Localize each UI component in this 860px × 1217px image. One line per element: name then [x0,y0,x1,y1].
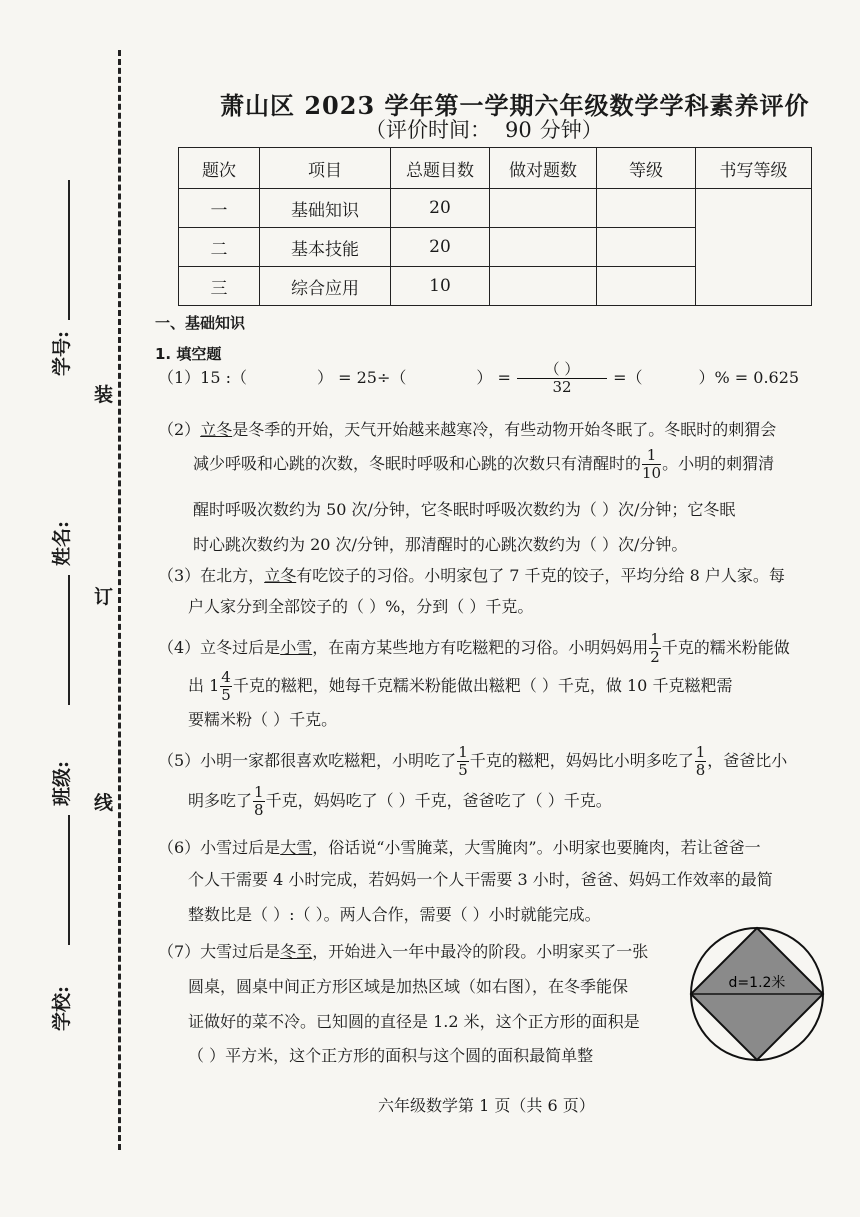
q4-text: 千克的糍粑，她每千克糯米粉能做出糍粑（ ）千克，做 10 千克糍粑需 [232,676,733,695]
field-class-line [68,815,70,945]
subtitle-prefix: （评价时间： [365,118,491,142]
score-cell: 基础知识 [260,189,391,228]
field-class-label: 班级: [51,760,74,807]
fraction-numerator: 1 [695,743,706,761]
q2-fraction [642,448,661,481]
fraction-denominator: 8 [695,761,706,779]
binding-char-ding: 订 [94,586,114,608]
subsection-title: 1. 填空题 [155,345,222,363]
q4-text: ，在南方某些地方有吃糍粑的习俗。小明妈妈用 [312,638,649,657]
score-cell-blank[interactable] [597,189,696,228]
field-student-id-line [68,180,70,320]
q2-term: 立冬 [200,420,233,439]
score-cell: 综合应用 [260,267,391,306]
q5-fraction [253,785,265,818]
fraction-denominator: 5 [458,761,468,779]
fraction-numerator: 1 [254,783,264,801]
binding-char-zhuang: 装 [94,384,114,406]
score-header-cell: 项目 [260,148,391,189]
q4-prefix: （4）立冬过后是 [158,638,281,657]
score-cell-blank[interactable] [490,189,597,228]
question-3-line-1 [158,566,785,587]
q2-text: 。小明的刺猬清 [662,454,775,473]
q1-part-a: （1）15 :（ [158,368,248,387]
q5-text: 千克，妈妈吃了（ ）千克，爸爸吃了（ ）千克。 [265,791,612,810]
score-cell-blank[interactable] [490,228,597,267]
score-cell-blank[interactable] [597,228,696,267]
q6-prefix: （6）小雪过后是 [158,838,281,857]
q1-part-b: ） = 25÷（ [317,368,407,387]
score-cell: 10 [391,267,490,306]
q4-fraction [649,632,661,665]
subtitle-minutes: 90 [505,118,532,142]
question-7-line-2: 圆桌，圆桌中间正方形区域是加热区域（如右图），在冬季能保 [188,977,629,996]
section-title: 一、基础知识 [155,314,246,332]
q2-text: 是冬季的开始，天气开始越来越寒冷，有些动物开始冬眠了。冬眠时的刺猬会 [232,420,777,439]
field-school-label: 学校: [51,985,74,1032]
q4-mixed-fraction [220,670,232,703]
score-header-cell: 等级 [597,148,696,189]
question-2-line-4: 时心跳次数约为 20 次/分钟，那清醒时的心跳次数约为（ ）次/分钟。 [193,535,688,554]
q3-text: 有吃饺子的习俗。小明家包了 7 千克的饺子，平均分给 8 户人家。每 [296,566,785,585]
question-6-line-1 [158,838,761,859]
fraction-numerator: 1 [650,630,660,648]
score-header-cell: 总题目数 [391,148,490,189]
q6-term: 大雪 [280,838,313,857]
q4-term: 小雪 [280,638,313,657]
q1-part-d: =（ [613,368,643,387]
q7-prefix: （7）大雪过后是 [158,942,281,961]
question-4-line-1 [158,632,790,665]
q7-term: 冬至 [280,942,313,961]
q1-part-e: ）% = 0.625 [698,368,800,387]
fraction-denominator: 5 [221,686,231,704]
table-row [179,189,812,228]
subtitle-suffix: 分钟） [539,118,603,142]
question-4-line-3: 要糯米粉（ ）千克。 [188,710,338,729]
q5-text: （5）小明一家都很喜欢吃糍粑，小明吃了 [158,751,457,770]
page-footer: 六年级数学第 1 页（共 6 页） [378,1096,595,1115]
question-2-line-3: 醒时呼吸次数约为 50 次/分钟，它冬眠时呼吸次数约为（ ）次/分钟；它冬眠 [193,500,736,519]
question-7-line-4: （ ）平方米，这个正方形的面积与这个圆的面积最简单整 [188,1046,594,1065]
question-2-line-2 [193,448,774,481]
question-5-line-2 [188,785,612,818]
q1-part-c: ） = [476,368,511,387]
score-cell: 二 [179,228,260,267]
circle-square-figure [688,925,826,1063]
binding-char-xian: 线 [94,792,114,814]
exam-title: 萧山区 2023 学年第一学期六年级数学学科素养评价 [220,91,810,120]
fraction-denominator: 10 [642,464,662,482]
q7-text: ，开始进入一年中最冷的阶段。小明家买了一张 [312,942,649,961]
question-6-line-2: 个人干需要 4 小时完成，若妈妈一个人干需要 3 小时，爸爸、妈妈工作效率的最简 [188,870,773,889]
fraction-numerator: （ ） [517,362,607,379]
field-name-label: 姓名: [51,520,74,567]
fraction-denominator: 2 [650,648,660,666]
q5-fraction [695,745,707,778]
fraction-denominator: 8 [254,801,264,819]
question-7-line-1 [158,942,648,963]
q2-prefix: （2） [158,420,201,439]
q6-text: ，俗话说“小雪腌菜，大雪腌肉”。小明家也要腌肉，若让爸爸一 [312,838,761,857]
score-header-cell: 书写等级 [696,148,812,189]
score-cell: 20 [391,189,490,228]
score-header-cell: 题次 [179,148,260,189]
score-cell: 基本技能 [260,228,391,267]
question-3-line-2: 户人家分到全部饺子的（ ）%，分到（ ）千克。 [188,597,534,616]
question-2-line-1 [158,420,776,441]
score-cell-blank[interactable] [597,267,696,306]
fraction-numerator: 1 [458,743,468,761]
fraction-numerator: 4 [221,668,231,686]
fraction-denominator: 32 [552,378,572,396]
q5-text: 千克的糍粑，妈妈比小明多吃了 [469,751,694,770]
question-4-line-2 [188,670,732,703]
q4-text: 千克的糯米粉能做 [661,638,790,657]
score-cell-blank[interactable] [490,267,597,306]
exam-subtitle [365,114,603,144]
fraction-numerator: 1 [642,448,661,465]
score-header-cell: 做对题数 [490,148,597,189]
q3-term: 立冬 [264,566,297,585]
question-7-line-3: 证做好的菜不冷。已知圆的直径是 1.2 米，这个正方形的面积是 [188,1012,640,1031]
score-table [178,147,812,306]
question-1 [158,362,799,395]
score-cell: 三 [179,267,260,306]
q5-text: ，爸爸比小 [707,751,788,770]
question-5-line-1 [158,745,787,778]
field-student-id-label: 学号: [51,330,74,377]
diameter-label: d=1.2米 [728,975,786,991]
q5-text: 明多吃了 [188,791,253,810]
field-name-line [68,575,70,705]
writing-grade-cell[interactable] [696,189,812,306]
q2-text: 减少呼吸和心跳的次数，冬眠时呼吸和心跳的次数只有清醒时的 [193,454,642,473]
q3-prefix: （3）在北方， [158,566,265,585]
q1-fraction [517,362,607,395]
q5-fraction [457,745,469,778]
q4-text: 出 1 [188,676,220,695]
binding-dashed-line [118,50,121,1150]
score-cell: 一 [179,189,260,228]
score-cell: 20 [391,228,490,267]
question-6-line-3: 整数比是（ ）:（ ）。两人合作，需要（ ）小时就能完成。 [188,905,601,924]
